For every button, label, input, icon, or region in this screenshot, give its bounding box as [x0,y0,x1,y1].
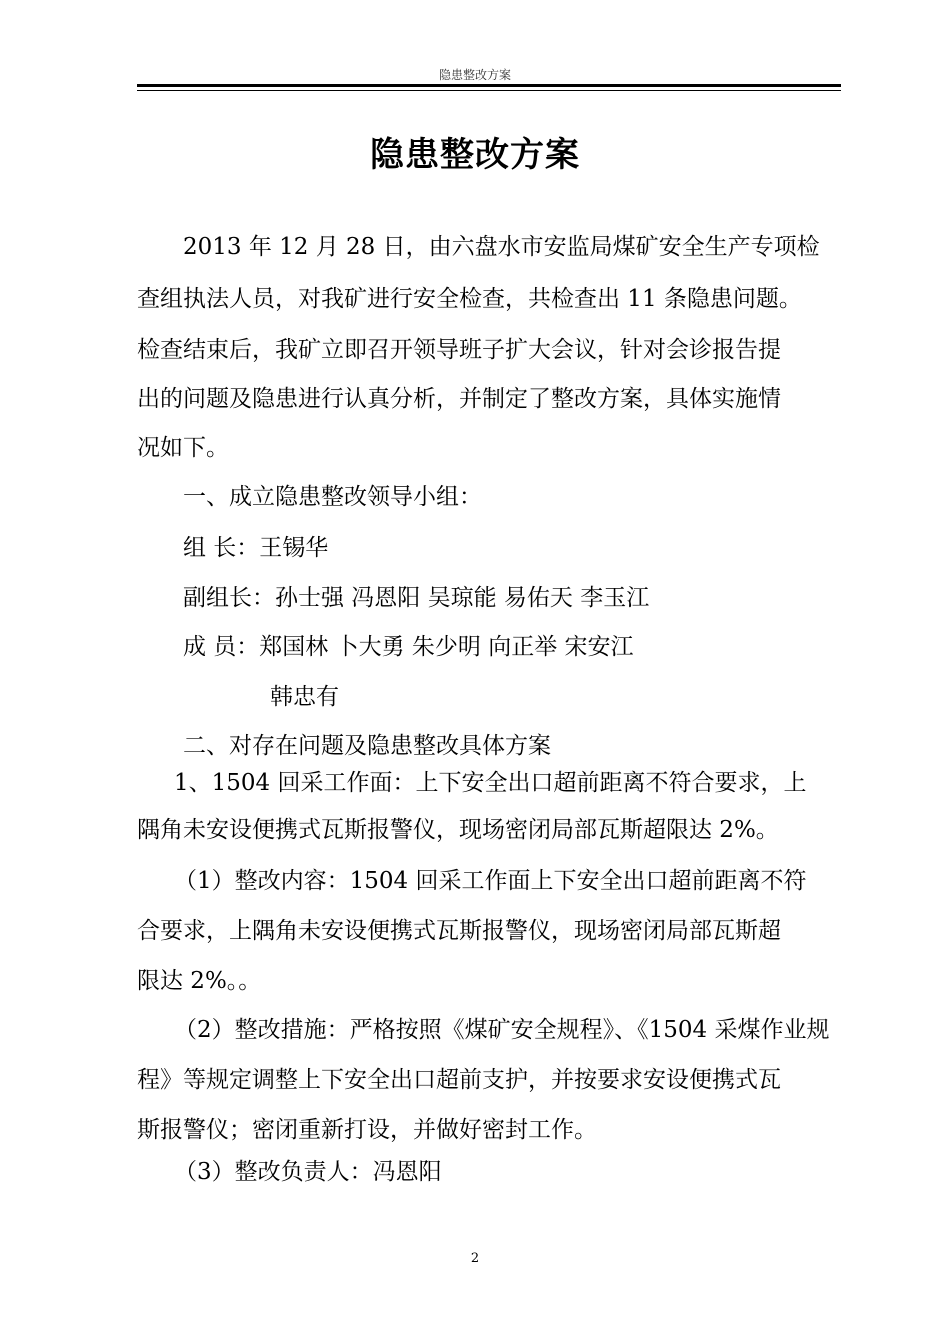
item1-line: 隅角未安设便携式瓦斯报警仪，现场密闭局部瓦斯超限达 2%。 [137,817,779,843]
intro-line: 出的问题及隐患进行认真分析，并制定了整改方案，具体实施情 [137,386,781,412]
rectification-content: （1）整改内容：1504 回采工作面上下安全出口超前距离不符 [174,868,807,894]
intro-line: 2013 年 12 月 28 日，由六盘水市安监局煤矿安全生产专项检 [183,234,820,260]
document-title: 隐患整改方案 [370,135,580,175]
rectification-content: 合要求，上隅角未安设便携式瓦斯报警仪，现场密闭局部瓦斯超 [137,918,781,944]
rectification-measures: 程》等规定调整上下安全出口超前支护，并按要求安设便携式瓦 [137,1067,781,1093]
header-rule-thin [137,90,841,91]
rectification-content: 限达 2%。。 [137,968,262,994]
page-number: 2 [470,1251,480,1266]
header-rule-thick [137,84,841,87]
rectification-measures: 斯报警仪；密闭重新打设，并做好密封工作。 [137,1117,597,1143]
running-header: 隐患整改方案 [438,68,511,82]
section2-heading: 二、对存在问题及隐患整改具体方案 [183,733,551,759]
intro-line: 检查结束后，我矿立即召开领导班子扩大会议，针对会诊报告提 [137,337,781,363]
group-members-continued: 韩忠有 [270,684,339,710]
rectification-measures: （2）整改措施：严格按照《煤矿安全规程》、《1504 采煤作业规 [174,1017,830,1043]
intro-line: 况如下。 [137,435,229,461]
section1-heading: 一、成立隐患整改领导小组： [183,484,482,510]
group-deputy: 副组长：孙士强 冯恩阳 吴琼能 易佑天 李玉江 [183,585,650,611]
rectification-responsible: （3）整改负责人：冯恩阳 [174,1159,442,1185]
group-leader: 组 长：王锡华 [183,535,329,561]
group-members: 成 员：郑国林 卜大勇 朱少明 向正举 宋安江 [183,634,634,660]
item1-line: 1、1504 回采工作面：上下安全出口超前距离不符合要求，上 [174,770,807,796]
intro-line: 查组执法人员，对我矿进行安全检查，共检查出 11 条隐患问题。 [137,286,802,312]
